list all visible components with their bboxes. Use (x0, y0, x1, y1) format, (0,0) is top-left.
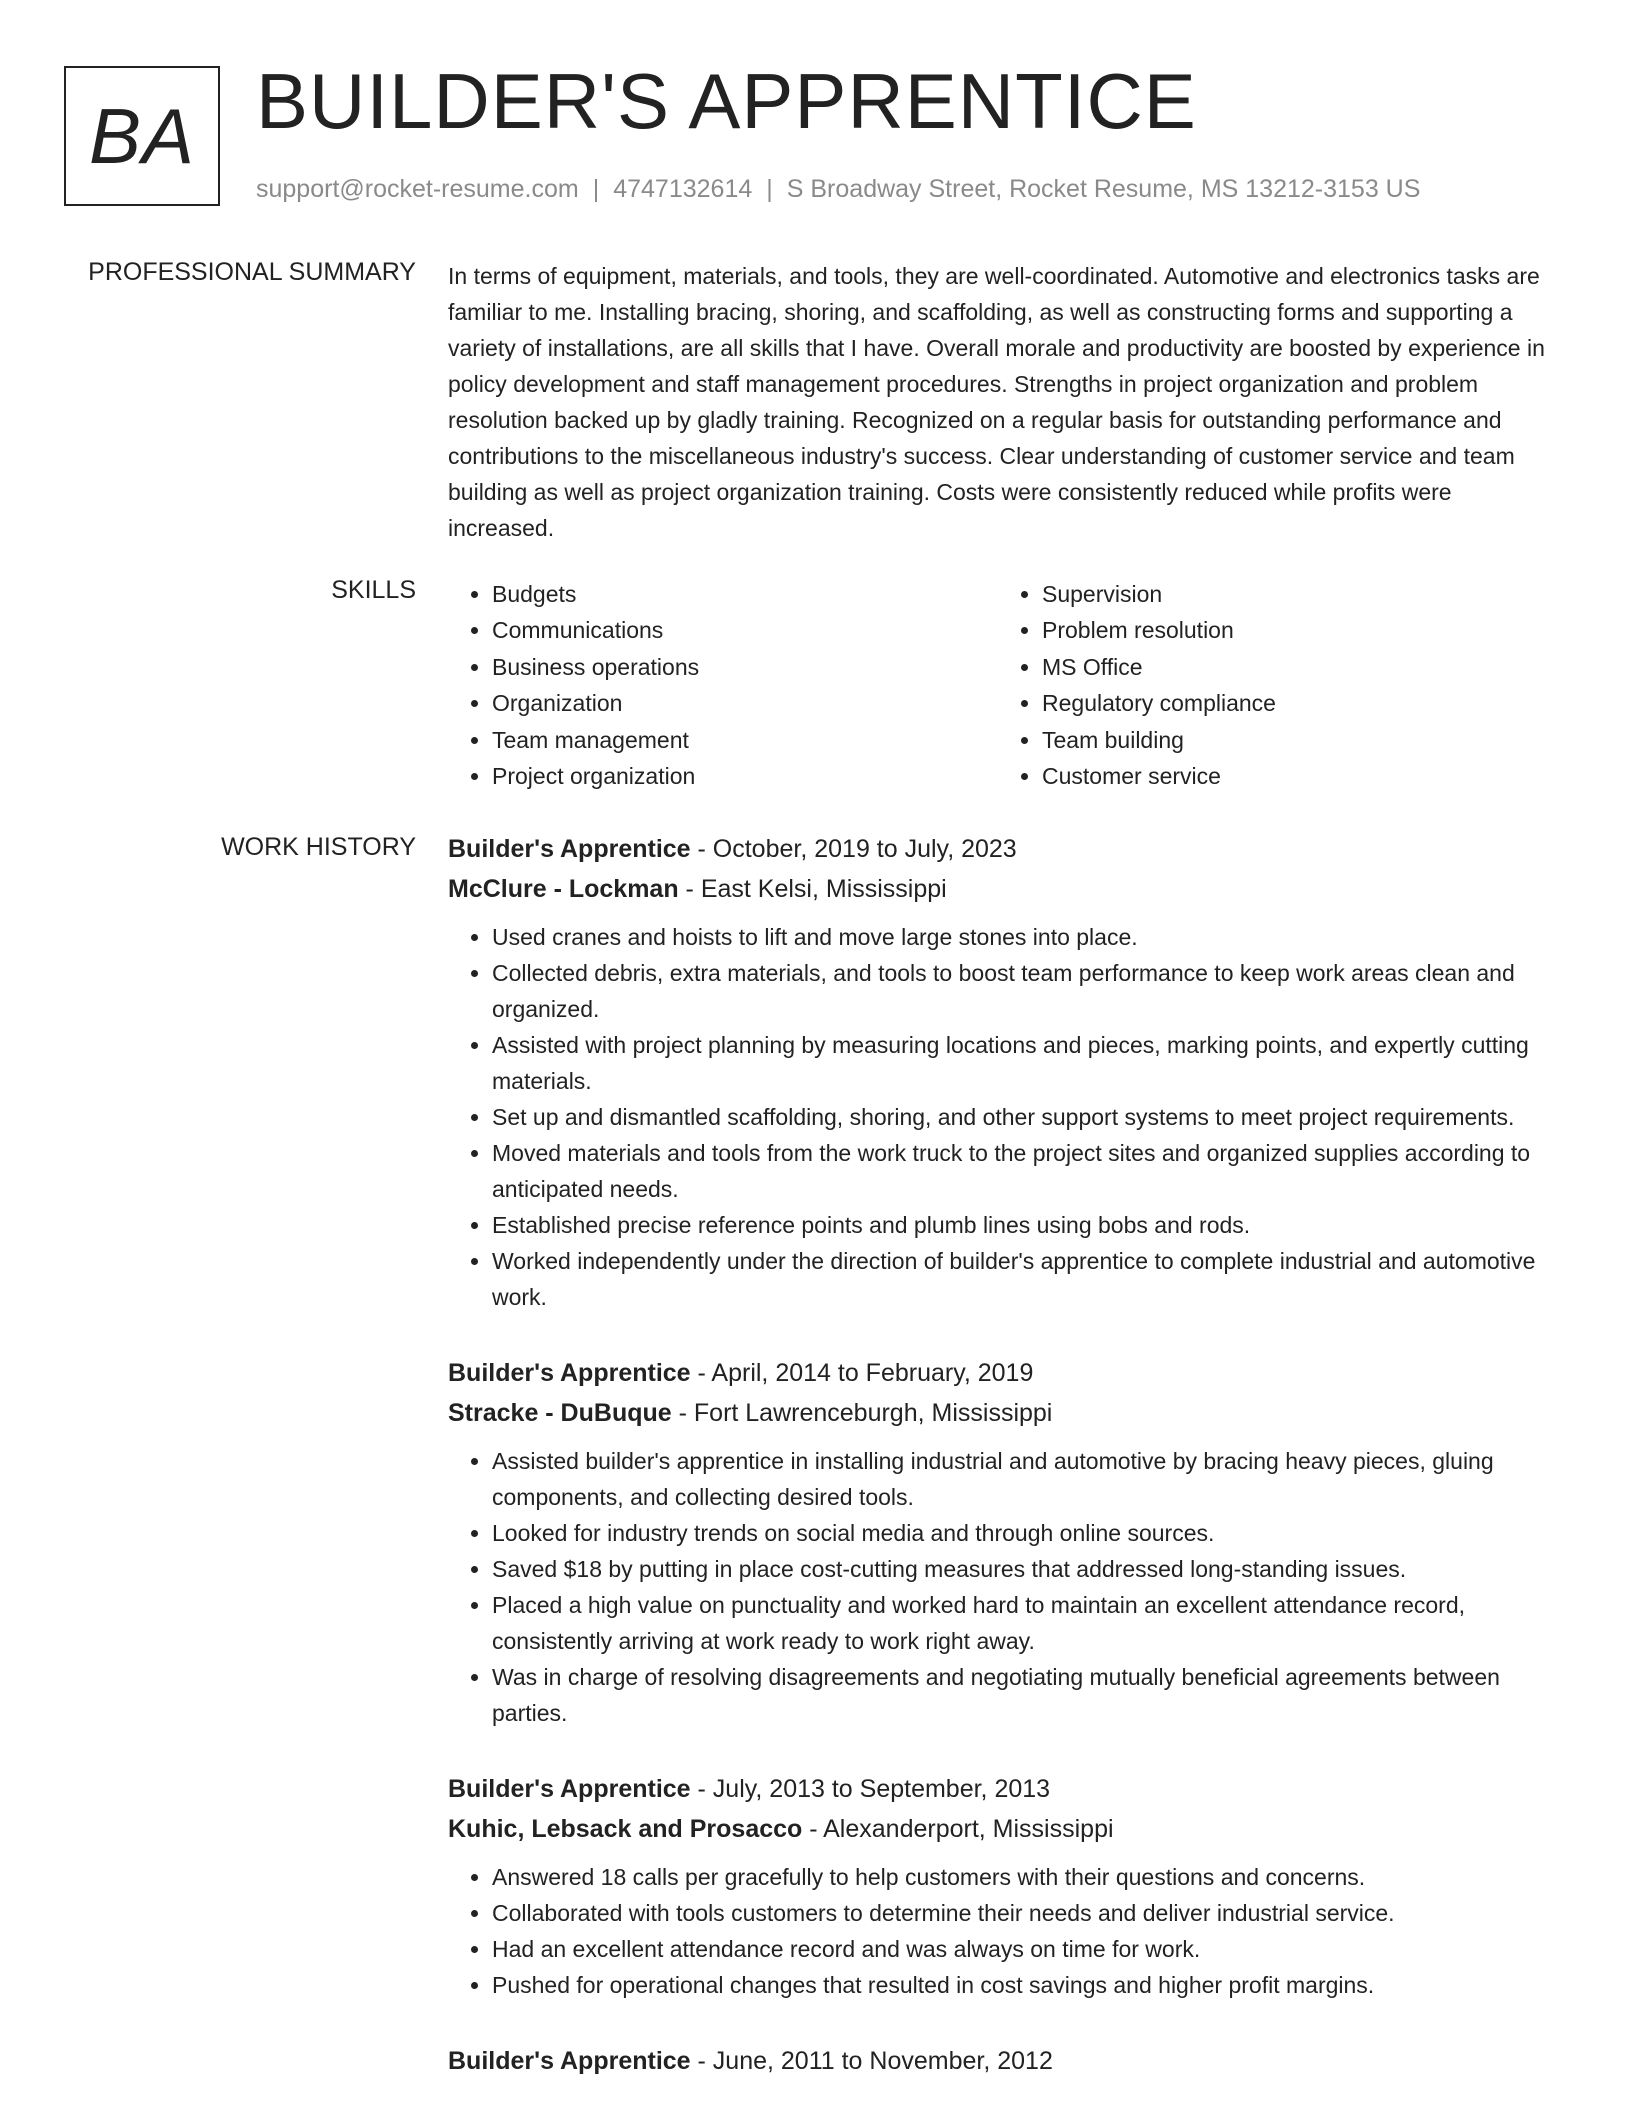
job-company: Stracke - DuBuque (448, 1399, 672, 1427)
job-bullet: • Had an excellent attendance record and was always on time for work. (492, 1931, 1564, 1967)
contact-address: S Broadway Street, Rocket Resume, MS 13212-3153 US (786, 175, 1421, 203)
monogram (64, 66, 220, 206)
job-location: - Alexanderport, Mississippi (802, 1815, 1114, 1843)
job-bullet: • Assisted with project planning by measuring locations and pieces, marking points, and expertly cutting materials. (492, 1027, 1564, 1099)
skill-item: • MS Office (1042, 649, 1548, 685)
job-bullet: • Answered 18 calls per gracefully to help customers with their questions and concerns. (492, 1859, 1564, 1895)
job-title: Builder's Apprentice (448, 1775, 691, 1803)
job-bullet: • Collected debris, extra materials, and tools to boost team performance to keep work areas clean and organized. (492, 955, 1564, 1027)
job-bullet: • Placed a high value on punctuality and worked hard to maintain an excellent attendance record, consistently arriving at work ready to work right away. (492, 1587, 1564, 1659)
work-history-heading: WORK HISTORY (221, 833, 416, 861)
job-company-line (448, 1809, 1564, 1849)
job-title-line (448, 1353, 1564, 1393)
contact-email[interactable]: support@rocket-resume.com (256, 175, 579, 203)
resume-name: BUILDER'S APPRENTICE (256, 57, 1197, 145)
job-entry (448, 2041, 1564, 2081)
job-bullet: • Used cranes and hoists to lift and move large stones into place. (492, 919, 1564, 955)
job-company-line (448, 869, 1564, 909)
skill-item: • Supervision (1042, 576, 1548, 612)
job-bullet: • Moved materials and tools from the work truck to the project sites and organized supplies according to anticipated needs. (492, 1135, 1564, 1207)
job-title: Builder's Apprentice (448, 2047, 691, 2075)
job-title: Builder's Apprentice (448, 1359, 691, 1387)
job-dates: - April, 2014 to February, 2019 (690, 1359, 1034, 1387)
skill-item: • Communications (492, 612, 998, 648)
job-bullet: • Assisted builder's apprentice in installing industrial and automotive by bracing heavy pieces, gluing components, and collecting desired tools. (492, 1443, 1564, 1515)
summary-heading: PROFESSIONAL SUMMARY (88, 258, 416, 286)
contact-separator: | (766, 175, 773, 203)
skill-item: • Organization (492, 685, 998, 721)
job-company: Kuhic, Lebsack and Prosacco (448, 1815, 803, 1843)
job-dates: - October, 2019 to July, 2023 (690, 835, 1017, 863)
skill-item: • Team building (1042, 722, 1548, 758)
job-bullet: • Worked independently under the direction of builder's apprentice to complete industrial and automotive work. (492, 1243, 1564, 1315)
job-title: Builder's Apprentice (448, 835, 691, 863)
job-bullet: • Collaborated with tools customers to determine their needs and deliver industrial service. (492, 1895, 1564, 1931)
summary-text: In terms of equipment, materials, and tools, they are well-coordinated. Automotive and electronics tasks are familiar to me. Installing bracing, shoring, and scaffolding, as well as constructing forms and supporting a variety of installations, are all skills that I have. Overall morale and productivity are boosted by experience in policy development and staff management procedures. Strengths in project organization and problem resolution backed up by gladly training. Recognized on a regular basis for outstanding performance and contributions to the miscellaneous industry's success. Clear understanding of customer service and team building as well as project organization training. Costs were consistently reduced while profits were increased. (448, 263, 1545, 541)
job-bullet: • Pushed for operational changes that resulted in cost savings and higher profit margins. (492, 1967, 1564, 2003)
job-bullet: • Saved $18 by putting in place cost-cutting measures that addressed long-standing issues. (492, 1551, 1564, 1587)
job-location: - East Kelsi, Mississippi (678, 875, 947, 903)
skill-item: • Customer service (1042, 758, 1548, 794)
skill-item: • Project organization (492, 758, 998, 794)
job-title-line (448, 829, 1564, 869)
contact-separator: | (592, 175, 600, 203)
job-entry (448, 1769, 1564, 2003)
job-bullets (448, 919, 1564, 1315)
job-title-line (448, 1769, 1564, 1809)
job-bullets (448, 1859, 1564, 2003)
job-location: - Fort Lawrenceburgh, Mississippi (671, 1399, 1053, 1427)
skill-item: • Business operations (492, 649, 998, 685)
contact-line (256, 175, 1420, 204)
skills-list-left (448, 576, 998, 794)
skill-item: • Regulatory compliance (1042, 685, 1548, 721)
job-bullet: • Established precise reference points and plumb lines using bobs and rods. (492, 1207, 1564, 1243)
monogram-initials: BA (88, 91, 196, 180)
job-bullets (448, 1443, 1564, 1731)
job-company: McClure - Lockman (448, 875, 679, 903)
skills-heading: SKILLS (331, 576, 416, 604)
contact-phone[interactable]: 4747132614 (613, 175, 753, 203)
job-bullet: • Set up and dismantled scaffolding, shoring, and other support systems to meet project requirements. (492, 1099, 1564, 1135)
job-dates: - June, 2011 to November, 2012 (690, 2047, 1053, 2075)
job-company-line (448, 1393, 1564, 1433)
job-title-line (448, 2041, 1564, 2081)
job-bullet: • Was in charge of resolving disagreements and negotiating mutually beneficial agreements between parties. (492, 1659, 1564, 1731)
skill-item: • Budgets (492, 576, 998, 612)
skill-item: • Team management (492, 722, 998, 758)
job-entry (448, 1353, 1564, 1731)
skill-item: • Problem resolution (1042, 612, 1548, 648)
job-dates: - July, 2013 to September, 2013 (690, 1775, 1051, 1803)
job-bullet: • Looked for industry trends on social media and through online sources. (492, 1515, 1564, 1551)
job-entry (448, 829, 1564, 1315)
skills-list-right (998, 576, 1548, 794)
